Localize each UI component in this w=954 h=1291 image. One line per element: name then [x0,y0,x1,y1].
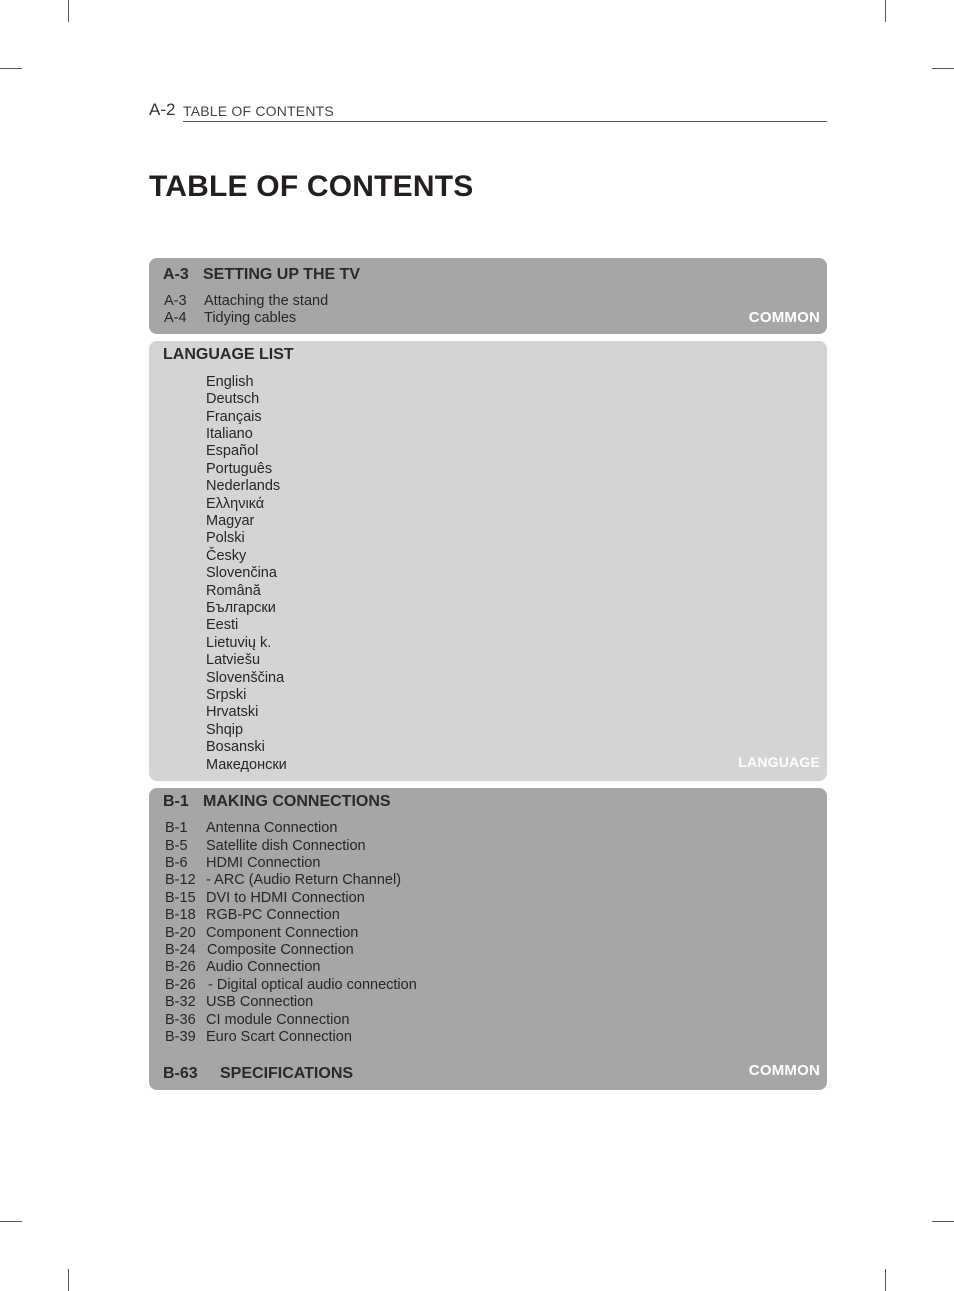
language-item[interactable]: Lietuvių k. [206,635,272,651]
entry-page: B-26 [165,959,196,975]
entry-page: B-36 [165,1012,196,1028]
entry-text: Audio Connection [206,959,321,975]
specifications-heading[interactable] [163,1065,354,1083]
header-rule [183,121,827,122]
entry-text: DVI to HDMI Connection [206,890,365,906]
language-item[interactable]: Deutsch [206,391,260,407]
entry-page: B-12 [165,872,196,888]
language-item[interactable]: Shqip [206,722,244,738]
language-item[interactable]: Italiano [206,426,253,442]
language-item[interactable]: Español [206,443,259,459]
entry-page: A-4 [164,310,187,326]
entry-text: USB Connection [206,994,314,1010]
crop-mark [885,1269,886,1291]
language-item[interactable]: Bosanski [206,739,265,755]
entry-page: B-26 [165,977,196,993]
header-page-number: A-2 [149,100,176,119]
language-item[interactable]: Magyar [206,513,255,529]
entry-page: B-39 [165,1029,196,1045]
section-language-list [149,341,827,781]
crop-mark [885,0,886,22]
entry-page: B-5 [165,838,188,854]
entry-text: CI module Connection [206,1012,350,1028]
crop-mark [932,1221,954,1222]
entry-page: B-24 [165,942,196,958]
section-title[interactable]: LANGUAGE LIST [163,346,294,363]
entry-text: Attaching the stand [204,293,329,309]
crop-mark [932,68,954,69]
entry-page: B-15 [165,890,196,906]
language-item[interactable]: Slovenčina [206,565,277,581]
entry-text: RGB-PC Connection [206,907,340,923]
entry-text: Tidying cables [204,310,297,326]
crop-mark [68,0,69,22]
language-item[interactable]: Български [206,600,276,616]
section-title: SPECIFICATIONS [220,1065,354,1082]
language-item[interactable]: Slovenščina [206,670,285,686]
language-item[interactable]: Français [206,409,262,425]
header-title: TABLE OF CONTENTS [183,103,334,119]
section-setting-up [149,258,827,334]
language-item[interactable]: Srpski [206,687,247,703]
language-item[interactable]: Hrvatski [206,704,259,720]
section-heading[interactable] [163,266,361,284]
language-item[interactable]: Eesti [206,617,239,633]
crop-mark [0,68,22,69]
entry-page: A-3 [164,293,187,309]
running-header [149,100,827,122]
section-title: MAKING CONNECTIONS [203,793,391,810]
crop-mark [0,1221,22,1222]
entry-text: - Digital optical audio connection [208,977,417,993]
entry-text: HDMI Connection [206,855,321,871]
entry-text: Composite Connection [207,942,354,958]
language-item[interactable]: Ελληνικά [206,496,265,512]
language-item[interactable]: English [206,374,254,390]
language-item[interactable]: Română [206,583,261,599]
entry-page: B-32 [165,994,196,1010]
entry-text: - ARC (Audio Return Channel) [206,872,402,888]
entry-page: B-18 [165,907,196,923]
entry-text: Antenna Connection [206,820,338,836]
section-title: SETTING UP THE TV [203,266,361,283]
page-title: TABLE OF CONTENTS [149,170,474,203]
language-item[interactable]: Polski [206,530,245,546]
section-page: A-3 [163,266,189,283]
entry-text: Satellite dish Connection [206,838,366,854]
section-heading[interactable] [163,793,391,811]
entry-page: B-1 [165,820,188,836]
entry-text: Component Connection [206,925,359,941]
section-making-connections [149,788,827,1090]
language-item[interactable]: Nederlands [206,478,281,494]
section-tag: COMMON [748,309,820,326]
section-page: B-1 [163,793,189,810]
entry-text: Euro Scart Connection [206,1029,352,1045]
section-tag: COMMON [748,1062,820,1079]
entry-page: B-6 [165,855,188,871]
language-item[interactable]: Македонски [206,757,287,773]
section-page: B-63 [163,1065,198,1082]
language-item[interactable]: Português [206,461,273,477]
section-tag: LANGUAGE [738,754,820,770]
crop-mark [68,1269,69,1291]
entry-page: B-20 [165,925,196,941]
language-item[interactable]: Česky [206,548,247,564]
language-item[interactable]: Latviešu [206,652,261,668]
